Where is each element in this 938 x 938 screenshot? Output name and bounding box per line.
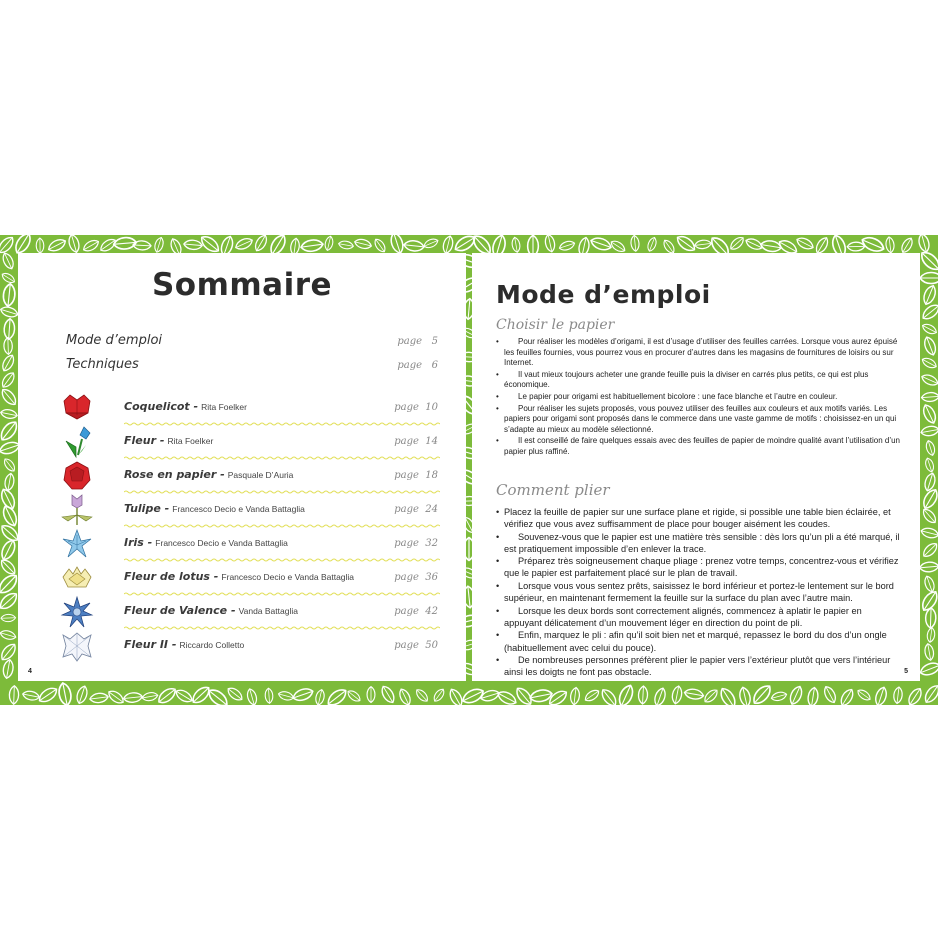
toc-page: page 32	[394, 538, 438, 549]
toc-title: Tulipe -	[124, 502, 170, 515]
toc-author: Francesco Decio e Vanda Battaglia	[221, 572, 355, 582]
red-poppy-icon	[60, 391, 94, 425]
book-spread	[0, 235, 938, 705]
page-number: 4	[28, 668, 32, 675]
blue-iris-icon	[60, 527, 94, 561]
toc-author: Francesco Decio e Vanda Battaglia	[155, 538, 288, 548]
sommaire-title: Sommaire	[151, 267, 333, 303]
valence-flower-icon	[60, 595, 94, 629]
list-item: • Il est conseillé de faire quelques essais avec des feuilles de papier de moindre qualité avant l’utilisation d’un papier plus raffiné.	[496, 436, 900, 457]
toc-row-fleur[interactable]	[60, 425, 440, 459]
toc-title: Fleur II -	[124, 638, 177, 651]
toc-page: page 24	[394, 504, 438, 515]
list-item: • Lorsque les deux bords sont correctement alignés, commencez à aplatir le papier en appuyant délicatement d’un mouvement léger en direction du point de pli.	[496, 605, 900, 629]
toc-entry-techniques[interactable]	[66, 357, 438, 377]
toc-entry-label: Mode d’emploi	[66, 333, 163, 348]
toc-row-tulipe[interactable]	[60, 493, 440, 527]
lotus-icon	[60, 561, 94, 595]
toc-row-valence[interactable]	[60, 595, 440, 629]
mode-emploi-title: Mode d’emploi	[496, 280, 711, 309]
toc-page: page 10	[394, 402, 438, 413]
list-item: • Il vaut mieux toujours acheter une grande feuille puis la diviser en carrés plus petits, ce qui est plus économique.	[496, 370, 900, 391]
toc-row-rose[interactable]	[60, 459, 440, 493]
toc-entry-page: page 6	[397, 360, 438, 371]
toc-title: Iris -	[124, 536, 153, 549]
toc-page: page 14	[394, 436, 438, 447]
page-number: 5	[904, 668, 908, 675]
white-flower-icon	[60, 629, 94, 663]
toc-author: Pasquale D’Auria	[227, 470, 294, 480]
list-item: • Pour réaliser les modèles d’origami, il est d’usage d’utiliser des feuilles carrées. Lorsque vous aurez épuisé les feuilles fournies, vous pourrez vous en procurer d’autres dans les magasins de fournitures de loisirs ou sur Internet.	[496, 337, 900, 369]
list-item: • Enfin, marquez le pli : afin qu’il soit bien net et marqué, repassez le bord du dos d’un ongle (habituellement avec celui du pouce).	[496, 629, 900, 653]
toc-title: Fleur de Valence -	[124, 604, 236, 617]
toc-author: Riccardo Colletto	[179, 640, 245, 650]
list-item: • Souvenez-vous que le papier est une matière très sensible : dès lors qu’un pli a été marqué, il est pratiquement impossible d’en enlever la trace.	[496, 531, 900, 555]
toc-author: Rita Foelker	[167, 436, 214, 446]
toc-page: page 18	[394, 470, 438, 481]
toc-title: Fleur -	[124, 434, 165, 447]
toc-author: Francesco Decio e Vanda Battaglia	[172, 504, 305, 514]
left-page	[18, 253, 466, 681]
section-heading-choisir: Choisir le papier	[496, 317, 615, 333]
list-item: • Placez la feuille de papier sur une surface plane et rigide, si possible une table bien éclairée, et vérifiez que vous avez suffisamment de place pour bouger aisément les coudes.	[496, 506, 900, 530]
section-heading-comment: Comment plier	[496, 481, 610, 499]
toc-author: Rita Foelker	[201, 402, 247, 412]
toc-title: Fleur de lotus -	[124, 570, 219, 583]
toc-title: Coquelicot -	[124, 400, 199, 413]
tulip-icon	[60, 493, 94, 527]
list-item: • De nombreuses personnes préfèrent plier le papier vers l’extérieur plutôt que vers l’intérieur ainsi les doigts ne font pas obstacle.	[496, 654, 900, 678]
toc-page: page 36	[394, 572, 438, 583]
list-item: • Le papier pour origami est habituellement bicolore : une face blanche et l’autre en couleur.	[496, 392, 900, 403]
toc-entry-page: page 5	[397, 336, 438, 347]
list-item: • Pour réaliser les sujets proposés, vous pouvez utiliser des feuilles aux couleurs et aux motifs variés. Les papiers pour origami sont proposés dans le commerce dans une vaste gamme de motifs : choisissez-en un qui s’adapte au mieux au modèle sélectionné.	[496, 404, 900, 436]
toc-title: Rose en papier -	[124, 468, 225, 481]
choisir-bullet-list	[496, 337, 900, 459]
blue-flower-icon	[60, 425, 94, 459]
toc-row-fleur-ii[interactable]	[60, 629, 440, 663]
toc-row-iris[interactable]	[60, 527, 440, 561]
toc-author: Vanda Battaglia	[238, 606, 298, 616]
toc-row-coquelicot[interactable]	[60, 391, 440, 425]
right-page	[472, 253, 920, 681]
list-item: • Préparez très soigneusement chaque pliage : prenez votre temps, concentrez-vous et vérifiez que le papier est parfaitement placé sur le plan de travail.	[496, 555, 900, 579]
toc-row-lotus[interactable]	[60, 561, 440, 595]
red-rose-icon	[60, 459, 94, 493]
toc-entry-label: Techniques	[66, 357, 139, 372]
comment-bullet-list	[496, 506, 900, 679]
toc-page: page 42	[394, 606, 438, 617]
toc-entry-mode-emploi[interactable]	[66, 333, 438, 353]
toc-page: page 50	[394, 640, 438, 651]
list-item: • Lorsque vous vous sentez prêts, saisissez le bord inférieur et portez-le lentement sur le bord supérieur, en maintenant fermement la feuille sur la surface du plan avec l’autre main.	[496, 580, 900, 604]
